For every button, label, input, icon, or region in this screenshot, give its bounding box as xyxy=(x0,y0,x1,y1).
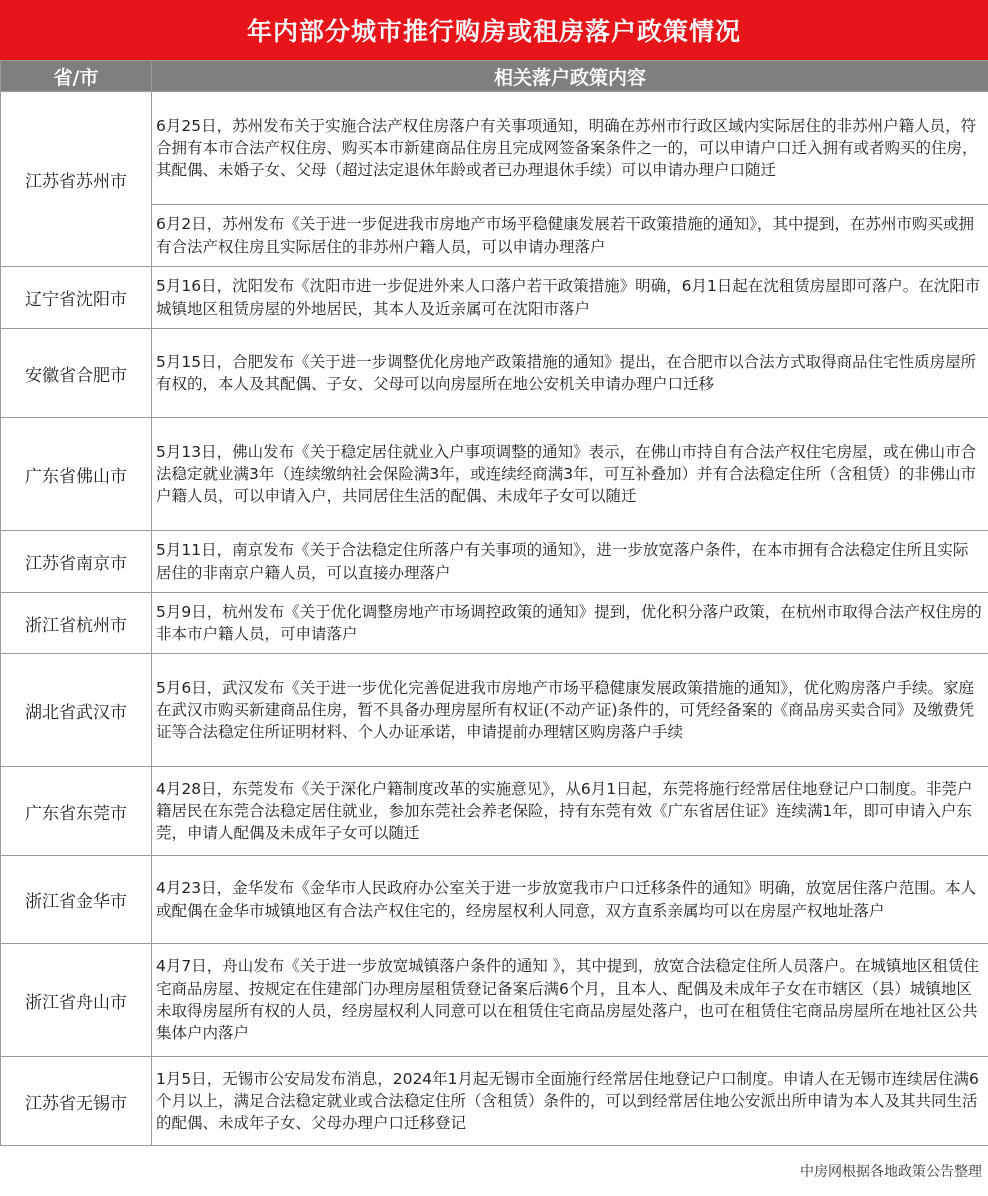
table-row xyxy=(1,418,988,531)
column-header-content: 相关落户政策内容 xyxy=(152,61,988,92)
policy-table xyxy=(0,60,988,1146)
policy-cell: 5月13日，佛山发布《关于稳定居住就业入户事项调整的通知》表示，在佛山市持自有合法产权住宅房屋，或在佛山市合法稳定就业满3年（连续缴纳社会保险满3年，或连续经商满3年，可互补叠加）并有合法稳定住所（含租赁）的非佛山市户籍人员，可以申请入户，共同居住生活的配偶、未成年子女可以随迁 xyxy=(152,418,988,531)
policy-cell: 6月2日，苏州发布《关于进一步促进我市房地产市场平稳健康发展若干政策措施的通知》，其中提到，在苏州市购买或拥有合法产权住房且实际居住的非苏州户籍人员，可以申请办理落户 xyxy=(152,205,988,267)
table-row xyxy=(1,593,988,654)
policy-cell: 5月15日，合肥发布《关于进一步调整优化房地产政策措施的通知》提出，在合肥市以合法方式取得商品住宅性质房屋所有权的，本人及其配偶、子女、父母可以向房屋所在地公安机关申请办理户口迁移 xyxy=(152,329,988,418)
table-row xyxy=(1,92,988,205)
city-cell: 广东省佛山市 xyxy=(1,418,152,531)
table-row xyxy=(1,1057,988,1146)
table-header-row xyxy=(1,61,988,92)
table-row xyxy=(1,944,988,1057)
city-cell: 江苏省苏州市 xyxy=(1,92,152,267)
city-cell: 江苏省南京市 xyxy=(1,531,152,593)
table-row xyxy=(1,767,988,856)
table-row xyxy=(1,856,988,944)
table-row xyxy=(1,329,988,418)
city-cell: 江苏省无锡市 xyxy=(1,1057,152,1146)
city-cell: 浙江省杭州市 xyxy=(1,593,152,654)
policy-cell: 5月6日，武汉发布《关于进一步优化完善促进我市房地产市场平稳健康发展政策措施的通知》，优化购房落户手续。家庭在武汉市购买新建商品住房，暂不具备办理房屋所有权证(不动产证)条件的，可凭经备案的《商品房买卖合同》及缴费凭证等合法稳定住所证明材料、个人办证承诺，申请提前办理辖区购房落户手续 xyxy=(152,654,988,767)
city-cell: 辽宁省沈阳市 xyxy=(1,267,152,329)
city-cell: 浙江省舟山市 xyxy=(1,944,152,1057)
policy-cell: 4月7日，舟山发布《关于进一步放宽城镇落户条件的通知 》，其中提到，放宽合法稳定住所人员落户。在城镇地区租赁住宅商品房屋、按规定在住建部门办理房屋租赁登记备案后满6个月，且本人、配偶及未成年子女在市辖区（县）城镇地区未取得房屋所有权的人员，经房屋权利人同意可以在租赁住宅商品房屋处落户，也可在租赁住宅商品房屋所在地社区公共集体户内落户 xyxy=(152,944,988,1057)
policy-cell: 5月11日，南京发布《关于合法稳定住所落户有关事项的通知》，进一步放宽落户条件，在本市拥有合法稳定住所且实际居住的非南京户籍人员，可以直接办理落户 xyxy=(152,531,988,593)
table-row xyxy=(1,267,988,329)
city-cell: 广东省东莞市 xyxy=(1,767,152,856)
policy-cell: 4月23日，金华发布《金华市人民政府办公室关于进一步放宽我市户口迁移条件的通知》明确，放宽居住落户范围。本人或配偶在金华市城镇地区有合法产权住宅的，经房屋权利人同意，双方直系亲属均可以在房屋产权地址落户 xyxy=(152,856,988,944)
policy-cell: 4月28日，东莞发布《关于深化户籍制度改革的实施意见》，从6月1日起，东莞将施行经常居住地登记户口制度。非莞户籍居民在东莞合法稳定居住就业，参加东莞社会养老保险，持有东莞有效《广东省居住证》连续满1年，即可申请入户东莞，申请人配偶及未成年子女可以随迁 xyxy=(152,767,988,856)
policy-cell: 6月25日，苏州发布关于实施合法产权住房落户有关事项通知，明确在苏州市行政区域内实际居住的非苏州户籍人员，符合拥有本市合法产权住房、购买本市新建商品住房且完成网签备案条件之一的，可以申请户口迁入拥有或者购买的住房，其配偶、未婚子女、父母（超过法定退休年龄或者已办理退休手续）可以申请办理户口随迁 xyxy=(152,92,988,205)
city-cell: 安徽省合肥市 xyxy=(1,329,152,418)
page-title: 年内部分城市推行购房或租房落户政策情况 xyxy=(0,0,988,60)
table-row xyxy=(1,531,988,593)
column-header-city: 省/市 xyxy=(1,61,152,92)
city-cell: 湖北省武汉市 xyxy=(1,654,152,767)
city-cell: 浙江省金华市 xyxy=(1,856,152,944)
source-note: 中房网根据各地政策公告整理 xyxy=(800,1164,982,1180)
policy-cell: 5月16日，沈阳发布《沈阳市进一步促进外来人口落户若干政策措施》明确，6月1日起在沈租赁房屋即可落户。在沈阳市城镇地区租赁房屋的外地居民，其本人及近亲属可在沈阳市落户 xyxy=(152,267,988,329)
policy-cell: 5月9日，杭州发布《关于优化调整房地产市场调控政策的通知》提到，优化积分落户政策，在杭州市取得合法产权住房的非本市户籍人员，可申请落户 xyxy=(152,593,988,654)
policy-cell: 1月5日，无锡市公安局发布消息，2024年1月起无锡市全面施行经常居住地登记户口制度。申请人在无锡市连续居住满6个月以上，满足合法稳定就业或合法稳定住所（含租赁）条件的，可以到经常居住地公安派出所申请为本人及其共同生活的配偶、未成年子女、父母办理户口迁移登记 xyxy=(152,1057,988,1146)
table-row xyxy=(1,654,988,767)
